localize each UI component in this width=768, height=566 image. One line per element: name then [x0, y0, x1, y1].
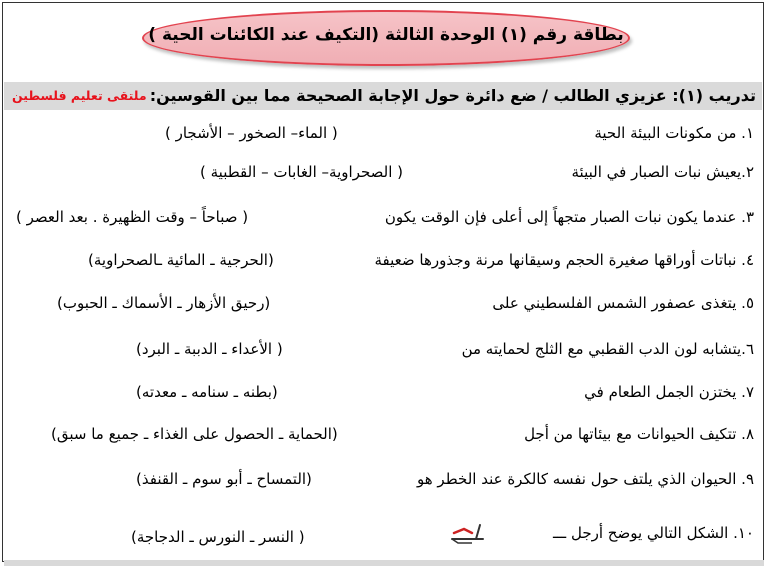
bird-foot-icon: [446, 517, 486, 545]
card-title: بطاقة رقم (١) الوحدة الثالثة (التكيف عند الكائنات الحية ): [148, 25, 624, 45]
question-10: ١٠. الشكل التالي يوضح أرجل ـــ: [553, 524, 754, 542]
question-1: ١. من مكونات البيئة الحية: [594, 124, 754, 142]
question-8: ٨. تتكيف الحيوانات مع بيئاتها من أجل: [524, 425, 754, 443]
options-5: (رحيق الأزهار ـ الأسماك ـ الحبوب): [57, 294, 271, 312]
question-2: ٢.يعيش نبات الصبار في البيئة: [571, 163, 754, 181]
question-9: ٩. الحيوان الذي يلتف حول نفسه كالكرة عند الخطر هو: [417, 470, 754, 488]
options-7: (بطنه ـ سنامه ـ معدته): [136, 383, 278, 401]
question-6: ٦.يتشابه لون الدب القطبي مع الثلج لحمايته من: [461, 340, 754, 358]
options-3: ( صباحاً – وقت الظهيرة . بعد العصر ): [16, 208, 249, 226]
bottom-strip: [4, 560, 764, 566]
site-label: ملتقى تعليم فلسطين: [12, 88, 147, 103]
instruction-text: تدريب (١): عزيزي الطالب / ضع دائرة حول الإجابة الصحيحة مما بين القوسين:: [149, 86, 756, 105]
question-5: ٥. يتغذى عصفور الشمس الفلسطيني على: [492, 294, 754, 312]
options-10: ( النسر ـ النورس ـ الدجاجة): [131, 528, 305, 546]
options-9: (التمساح ـ أبو سوم ـ القنفذ): [136, 470, 312, 488]
options-1: ( الماء– الصخور – الأشجار ): [165, 124, 338, 142]
options-4: (الحرجية ـ المائية ـالصحراوية): [88, 251, 274, 269]
options-6: ( الأعداء ـ الدببة ـ البرد): [136, 340, 283, 358]
instruction-band: [4, 82, 762, 110]
question-3: ٣. عندما يكون نبات الصبار متجهاً إلى أعلى فإن الوقت يكون: [384, 208, 754, 226]
options-8: (الحماية ـ الحصول على الغذاء ـ جميع ما سبق): [51, 425, 338, 443]
options-2: ( الصحراوية– الغابات – القطبية ): [200, 163, 404, 181]
question-7: ٧. يختزن الجمل الطعام في: [584, 383, 754, 401]
question-4: ٤. نباتات أوراقها صغيرة الحجم وسيقانها مرنة وجذورها ضعيفة: [374, 251, 754, 269]
